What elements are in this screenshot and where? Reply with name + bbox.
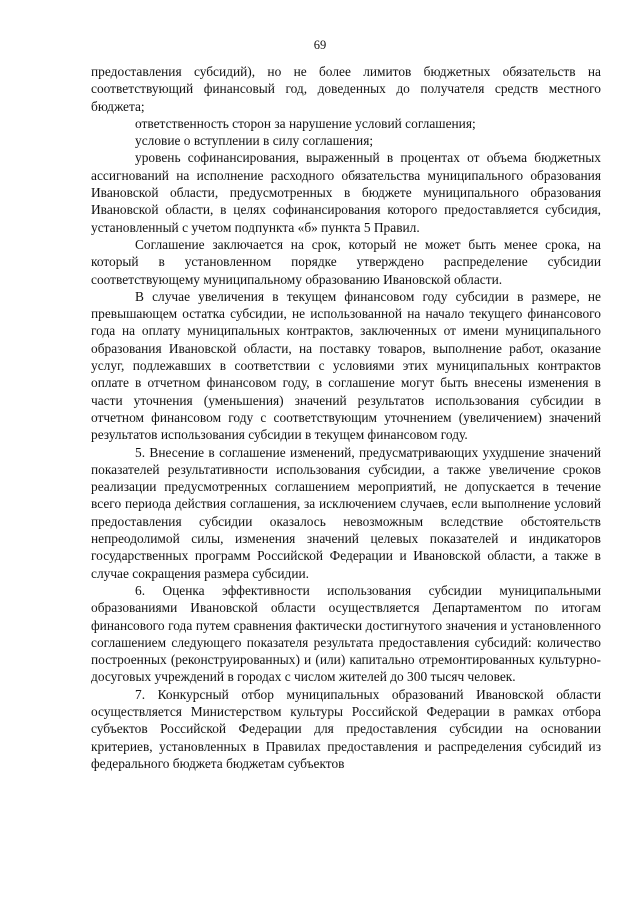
paragraph-agreement-term: Соглашение заключается на срок, который не может быть менее срока, на который в установленном порядке утверждено распределение субсидии соответствующему муниципальному образованию Ивановской области. — [91, 236, 601, 287]
paragraph-item-6: 6. Оценка эффективности использования субсидии муниципальными образованиями Ивановской области осуществляется Департаментом по итогам финансового года путем сравнения фактически достигнутого значения и установленного соглашением следующего показателя результата предоставления субсидий: количество построенных (реконструированных) и (или) капитально отремонтированных культурно-досуговых учреждений в городах с числом жителей до 300 тысяч человек. — [91, 582, 601, 685]
paragraph-subsidy-increase: В случае увеличения в текущем финансовом году субсидии в размере, не превышающем остатка субсидии, не использованной на начало текущего финансового года на оплату муниципальных контрактов, заключенных от имени муниципального образования Ивановской области, на поставку товаров, выполнение работ, оказание услуг, подлежавших в соответствии с условиями этих муниципальных контрактов оплате в отчетном финансовом году, в соглашение могут быть внесены изменения в части уточнения (уменьшения) значений результатов использования субсидии в отчетном финансовом году с соответствующим уточнением (увеличением) значений результатов использования субсидии в текущем финансовом году. — [91, 288, 601, 443]
paragraph-item-7: 7. Конкурсный отбор муниципальных образований Ивановской области осуществляется Министерством культуры Российской Федерации в рамках отбора субъектов Российской Федерации для предоставления субсидии на основании критериев, установленных в Правилах предоставления и распределения субсидий из федерального бюджета бюджетам субъектов — [91, 686, 601, 771]
paragraph-entry-into-force: условие о вступлении в силу соглашения; — [135, 133, 374, 149]
document-body — [91, 63, 601, 772]
paragraph-responsibility: ответственность сторон за нарушение условий соглашения; — [135, 115, 476, 131]
paragraph-item-5: 5. Внесение в соглашение изменений, предусматривающих ухудшение значений показателей результативности использования субсидии, а также увеличение сроков реализации предусмотренных соглашением мероприятий, не допускается в течение всего периода действия соглашения, за исключением случаев, если выполнение условий предоставления субсидии оказалось невозможным вследствие обстоятельств непреодолимой силы, изменения значений целевых показателей и индикаторов государственных программ Российской Федерации и Ивановской области, а также в случае сокращения размера субсидии. — [91, 444, 601, 581]
paragraph-cofinancing-level: уровень софинансирования, выраженный в процентах от объема бюджетных ассигнований на исполнение расходного обязательства муниципального образования Ивановской области, предусмотренных в бюджете муниципального образования Ивановской области, в целях софинансирования которого предоставляется субсидия, установленный с учетом подпункта «б» пункта 5 Правил. — [91, 150, 601, 235]
paragraph-continuation: предоставления субсидий), но не более лимитов бюджетных обязательств на соответствующий финансовый год, доведенных до получателя средств местного бюджета; — [91, 64, 601, 114]
page-number: 69 — [313, 38, 327, 52]
